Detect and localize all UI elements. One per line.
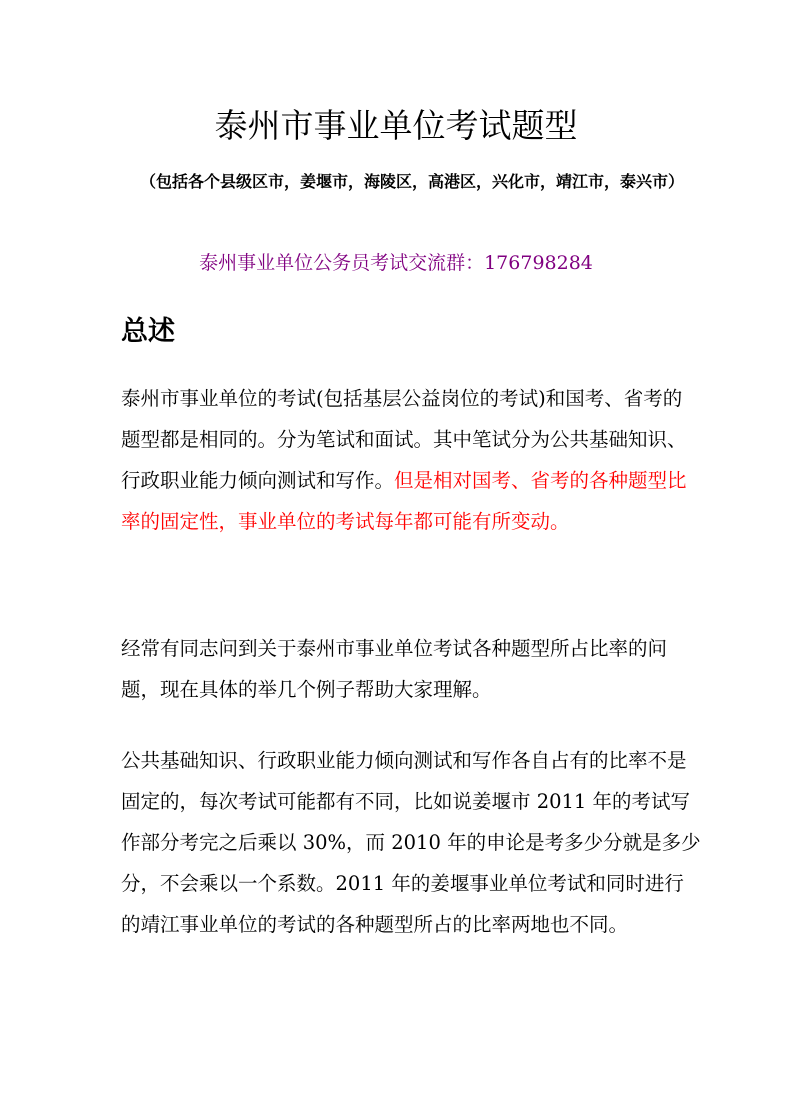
- highlighted-text: 但是相对国考、省考的各种题型比率的固定性，事业单位的考试每年都可能有所变动。: [121, 469, 687, 533]
- page-title: 泰州市事业单位考试题型: [214, 106, 578, 145]
- paragraph-question: 经常有同志问到关于泰州市事业单位考试各种题型所占比率的问题，现在具体的举几个例子帮助大家理解。: [121, 637, 668, 701]
- paragraph-overview-text: 泰州市事业单位的考试(包括基层公益岗位的考试)和国考、省考的题型都是相同的。分为笔试和面试。其中笔试分为公共基础知识、行政职业能力倾向测试和写作。: [121, 387, 687, 492]
- paragraph-example: 公共基础知识、行政职业能力倾向测试和写作各自占有的比率不是固定的，每次考试可能都有不同，比如说姜堰市 2011 年的考试写作部分考完之后乘以 30%，而 2010 年的申论是考多少分就是多少分，不会乘以一个系数。2011 年的姜堰事业单位考试和同时进行的靖江事业单位的考试的各种题型所占的比率两地也不同。: [121, 749, 701, 936]
- section-heading: 总述: [121, 316, 175, 347]
- subtitle: （包括各个县级区市，姜堰市，海陵区，高港区，兴化市，靖江市，泰兴市）: [139, 172, 684, 191]
- qq-group-line: 泰州事业单位公务员考试交流群：176798284: [199, 252, 593, 274]
- paragraph-overview: [121, 378, 701, 542]
